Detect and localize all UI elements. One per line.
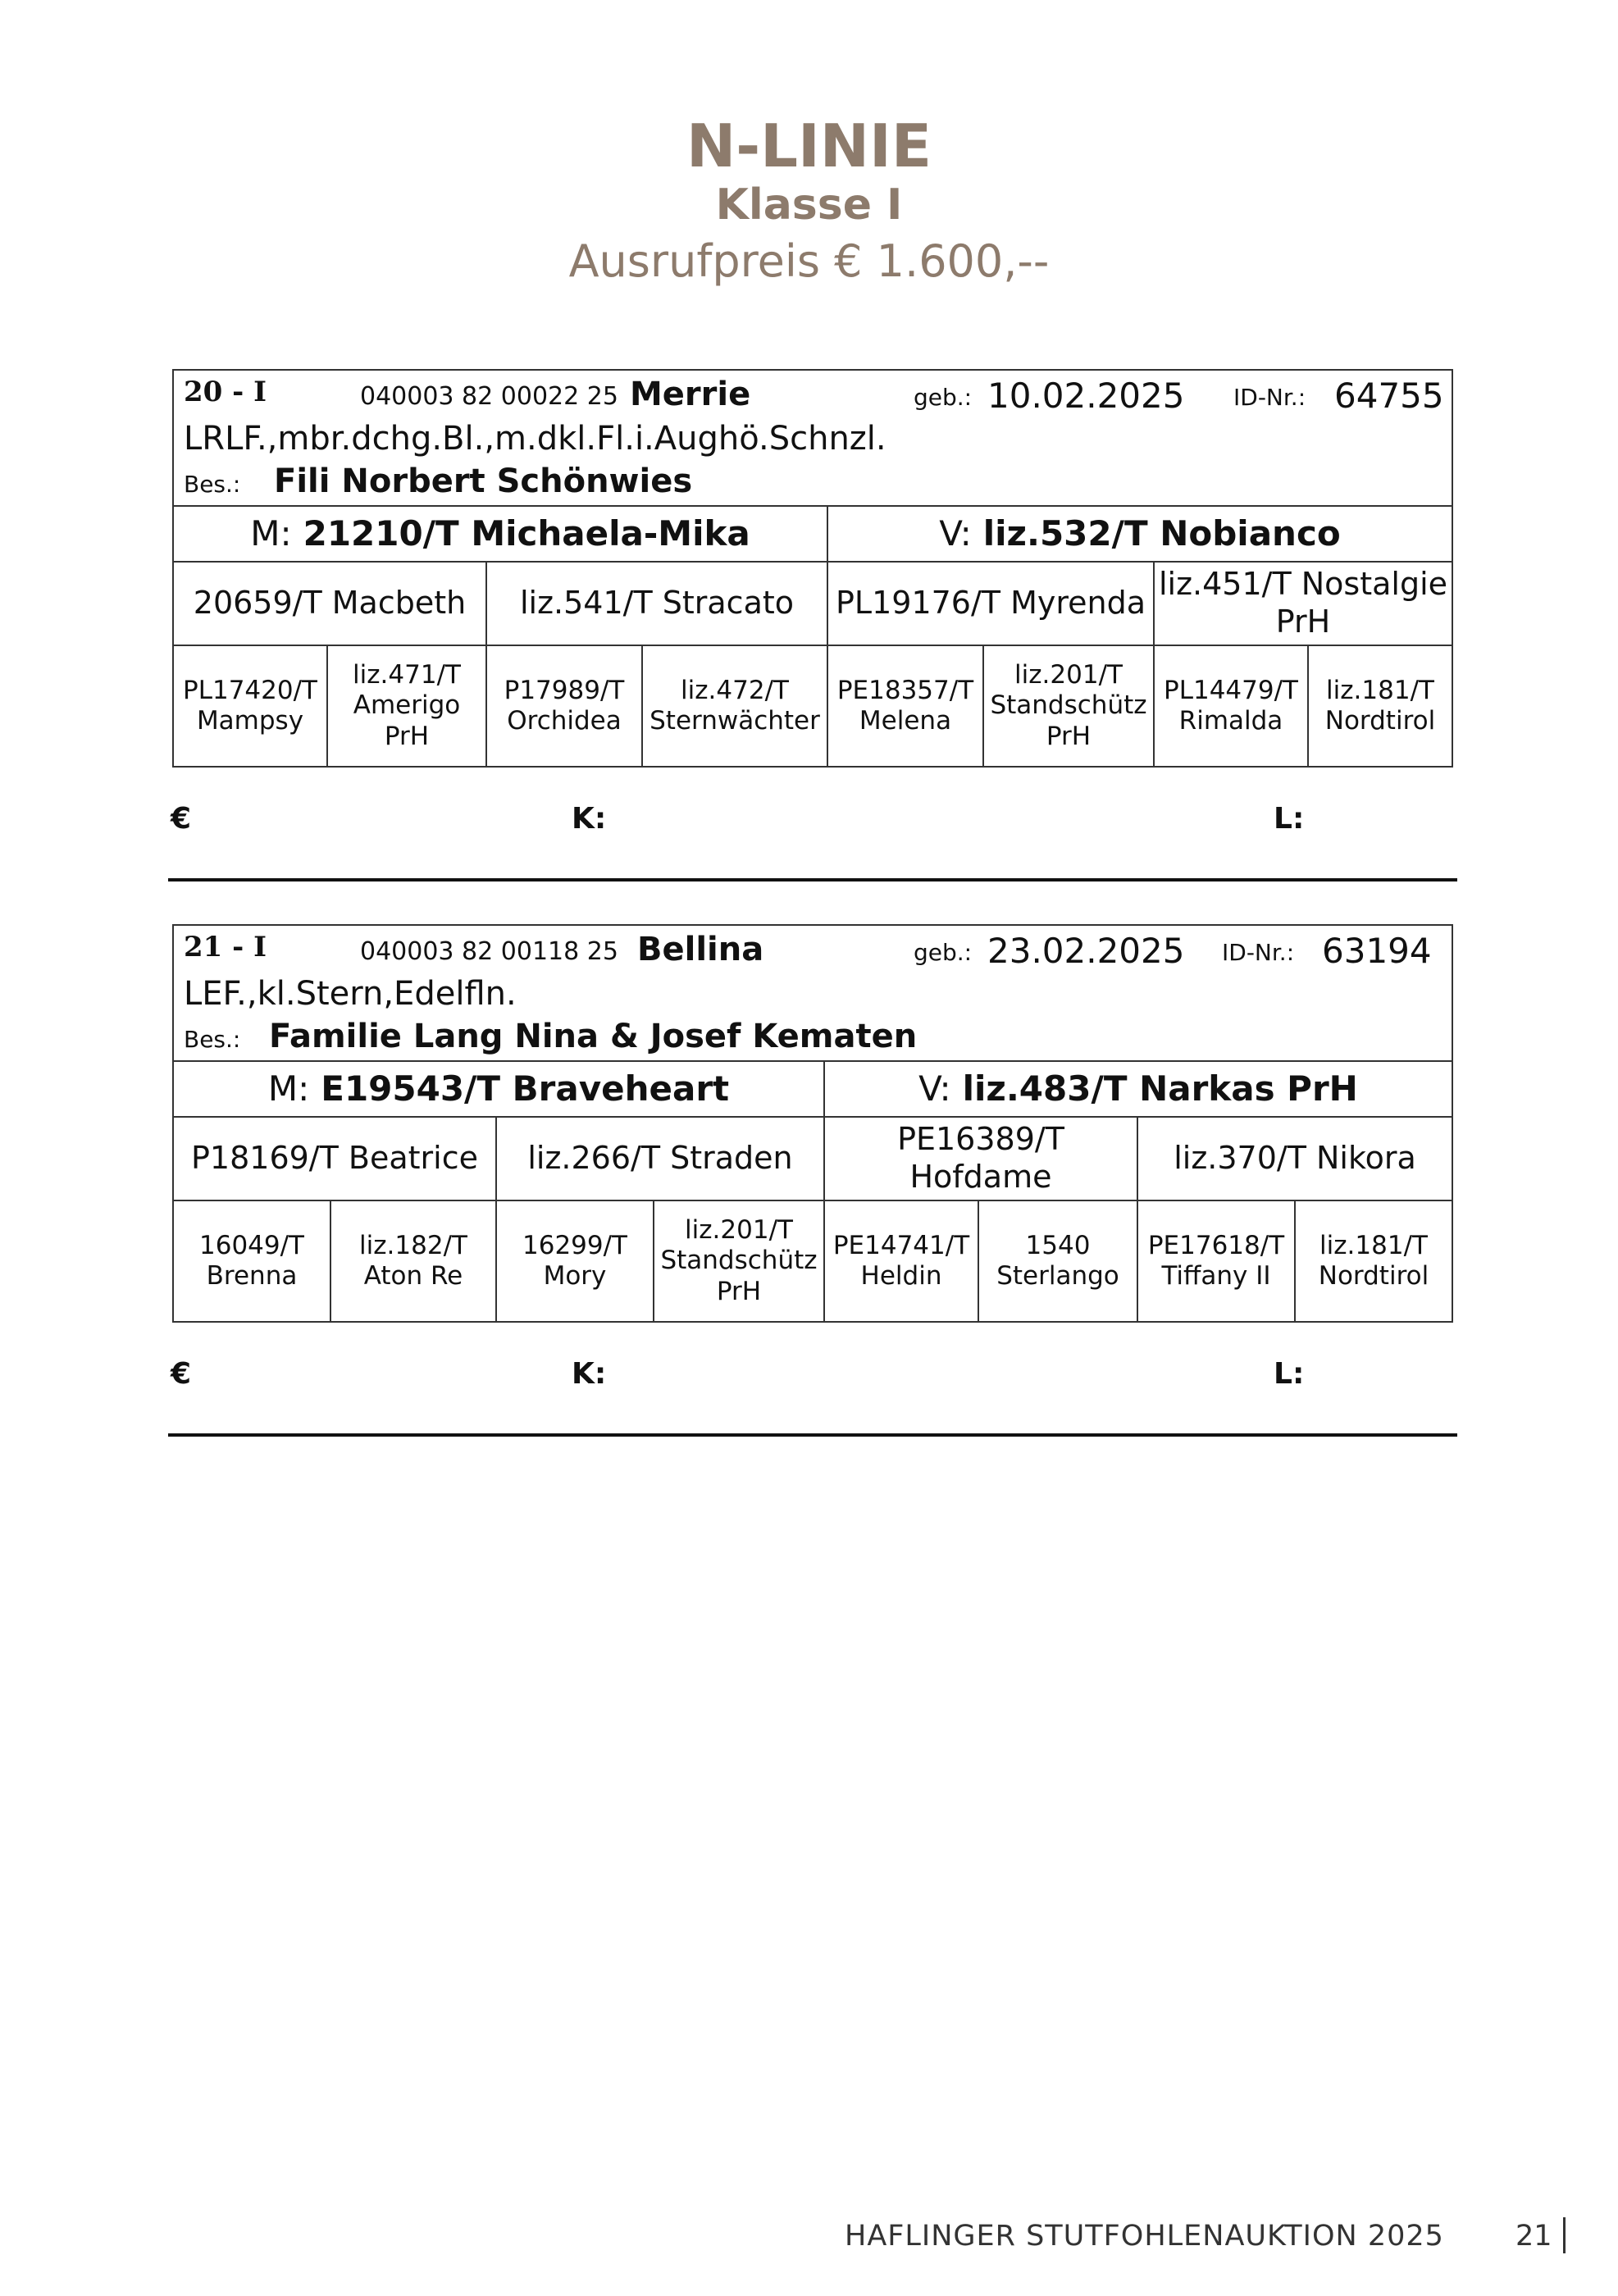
great-grandparents-row (174, 1201, 1452, 1321)
parents-row (174, 507, 1452, 563)
footer-title: HAFLINGER STUTFOHLENAUKTION 2025 (845, 2220, 1444, 2253)
great-grandparent: liz.471/T Amerigo PrH (328, 646, 487, 766)
id-label: ID-Nr.: (1222, 939, 1295, 966)
dam-label: M: (267, 1068, 310, 1109)
sire-cell (828, 507, 1452, 561)
great-grandparent: 16299/T Mory (497, 1201, 654, 1321)
grandparent: 20659/T Macbeth (174, 563, 487, 645)
dam: E19543/T Braveheart (321, 1068, 730, 1109)
sire: liz.532/T Nobianco (982, 512, 1341, 554)
lot-number: 20 - I (184, 376, 267, 408)
entry-info (174, 371, 1452, 507)
page-title: N-LINIE (686, 112, 932, 180)
buyer-k-label: K: (572, 1357, 607, 1391)
great-grandparent: liz.182/T Aton Re (331, 1201, 497, 1321)
dam-cell (174, 507, 828, 561)
foal-name: Bellina (637, 931, 764, 968)
owner: Fili Norbert Schönwies (274, 462, 693, 500)
great-grandparent: 1540 Sterlango (979, 1201, 1138, 1321)
buyer-l-label: L: (1274, 1357, 1305, 1391)
buyer-k-label: K: (572, 802, 607, 836)
birth-label: geb.: (914, 939, 973, 966)
dam-label: M: (250, 512, 292, 554)
entry-card (172, 369, 1453, 768)
grandparent: P18169/T Beatrice (174, 1118, 497, 1200)
owner-label: Bes.: (184, 1026, 241, 1053)
id-label: ID-Nr.: (1233, 384, 1306, 411)
grandparents-row (174, 1118, 1452, 1201)
page-number: 21 (1515, 2220, 1552, 2253)
great-grandparent: PL17420/T Mampsy (174, 646, 328, 766)
grandparent: PL19176/T Myrenda (828, 563, 1155, 645)
price-euro-label: € (171, 1357, 192, 1391)
class-label: Klasse I (715, 180, 903, 230)
owner-label: Bes.: (184, 471, 241, 498)
great-grandparent: PE18357/T Melena (828, 646, 984, 766)
grandparent: liz.451/T Nostalgie PrH (1158, 566, 1448, 640)
lot-number: 21 - I (184, 931, 267, 963)
markings: LRLF.,mbr.dchg.Bl.,m.dkl.Fl.i.Aughö.Schnzl. (184, 420, 886, 458)
buyer-l-label: L: (1274, 802, 1305, 836)
grandparent: liz.266/T Straden (497, 1118, 825, 1200)
grandparent: liz.541/T Stracato (487, 563, 828, 645)
great-grandparent: PL14479/T Rimalda (1155, 646, 1309, 766)
grandparent: liz.370/T Nikora (1174, 1140, 1416, 1177)
dam: 21210/T Michaela-Mika (303, 512, 750, 554)
grandparent: PE16389/T Hofdame (825, 1118, 1138, 1200)
id-number: 63194 (1322, 931, 1432, 971)
great-grandparent: PE14741/T Heldin (825, 1201, 979, 1321)
price-label: Ausrufpreis € 1.600,-- (568, 235, 1050, 287)
birth-date: 10.02.2025 (987, 376, 1185, 416)
owner: Familie Lang Nina & Josef Kematen (269, 1018, 918, 1055)
entry-info (174, 926, 1452, 1062)
birth-date: 23.02.2025 (987, 931, 1185, 971)
great-grandparent: liz.181/T Nordtirol (1324, 675, 1436, 736)
parents-row (174, 1062, 1452, 1118)
great-grandparent: liz.201/T Standschütz PrH (984, 646, 1155, 766)
life-number: 040003 82 00118 25 (360, 937, 618, 966)
sire: liz.483/T Narkas PrH (962, 1068, 1358, 1109)
foal-name: Merrie (630, 376, 751, 413)
sire-label: V: (918, 1068, 951, 1109)
sire-cell (825, 1062, 1452, 1116)
entry-card (172, 924, 1453, 1323)
sire-label: V: (939, 512, 972, 554)
great-grandparent: P17989/T Orchidea (487, 646, 643, 766)
price-euro-label: € (171, 802, 192, 836)
great-grandparent: liz.201/T Standschütz PrH (654, 1201, 825, 1321)
grandparents-row (174, 563, 1452, 646)
divider (168, 878, 1457, 882)
dam-cell (174, 1062, 825, 1116)
birth-label: geb.: (914, 384, 973, 411)
divider (168, 1433, 1457, 1437)
great-grandparent: liz.181/T Nordtirol (1318, 1230, 1429, 1291)
great-grandparent: liz.472/T Sternwächter (643, 646, 828, 766)
id-number: 64755 (1334, 376, 1444, 416)
great-grandparent: 16049/T Brenna (174, 1201, 331, 1321)
great-grandparent: PE17618/T Tiffany II (1138, 1201, 1296, 1321)
page-number-bar (1563, 2217, 1566, 2253)
great-grandparents-row (174, 646, 1452, 766)
markings: LEF.,kl.Stern,Edelfln. (184, 975, 517, 1013)
life-number: 040003 82 00022 25 (360, 382, 618, 411)
